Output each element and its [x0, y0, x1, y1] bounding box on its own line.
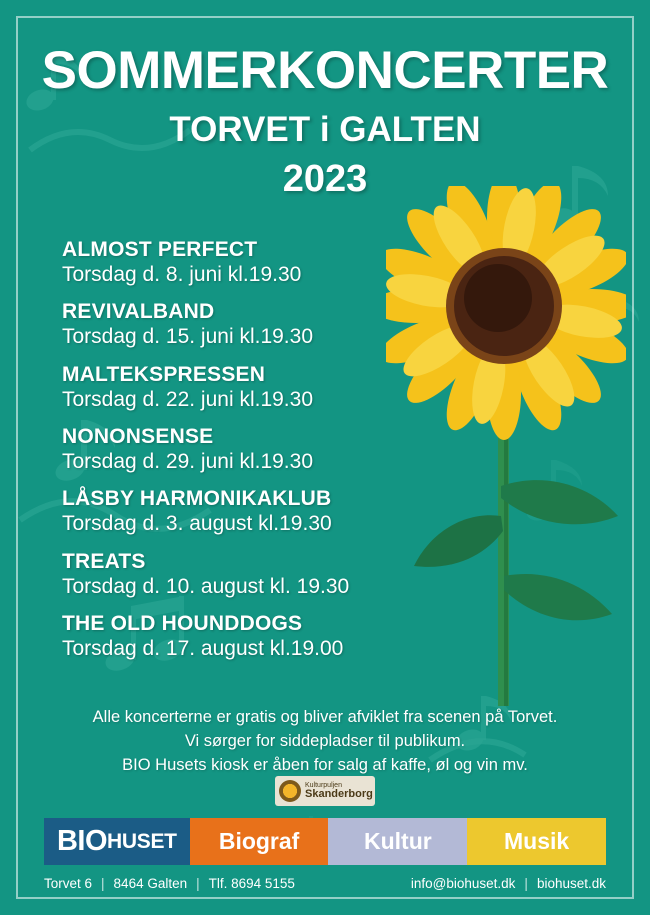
page-title: SOMMERKONCERTER	[41, 41, 609, 100]
separator-icon: |	[196, 876, 200, 891]
category-kultur[interactable]: Kultur	[328, 818, 467, 865]
contact-website[interactable]: biohuset.dk	[536, 876, 606, 891]
year-label: 2023	[282, 158, 368, 200]
concert-list	[62, 238, 462, 674]
separator-icon: |	[524, 876, 528, 891]
logo-bio-text: BIO	[56, 825, 108, 857]
page-subtitle: TORVET i GALTEN	[169, 110, 481, 149]
sponsor-text	[305, 782, 373, 801]
concert-datetime: Torsdag d. 3. august kl.19.30	[62, 512, 332, 536]
concert-band: TREATS	[62, 549, 146, 573]
concert-datetime: Torsdag d. 22. juni kl.19.30	[62, 387, 313, 411]
biohuset-logo[interactable]	[44, 818, 190, 865]
concert-datetime: Torsdag d. 8. juni kl.19.30	[62, 263, 302, 287]
contact-bar	[44, 876, 606, 891]
list-item	[62, 550, 462, 599]
info-note-line-3: BIO Husets kiosk er åben for salg af kaffe, øl og vin mv.	[122, 755, 528, 774]
sponsor-logo	[275, 776, 375, 806]
contact-address: Torvet 6	[44, 876, 93, 891]
separator-icon: |	[101, 876, 105, 891]
sponsor-line-2: Skanderborg	[305, 787, 373, 800]
list-item	[62, 487, 462, 536]
list-item	[62, 425, 462, 474]
contact-email[interactable]: info@biohuset.dk	[410, 876, 516, 891]
list-item	[62, 612, 462, 661]
contact-right	[411, 876, 606, 891]
concert-band: MALTEKSPRESSEN	[62, 362, 266, 386]
list-item	[62, 300, 462, 349]
contact-phone: Tlf. 8694 5155	[208, 876, 295, 891]
concert-datetime: Torsdag d. 17. august kl.19.00	[62, 637, 344, 661]
info-note-line-2: Vi sørger for siddepladser til publikum.	[184, 731, 466, 750]
info-note-line-1: Alle koncerterne er gratis og bliver afviklet fra scenen på Torvet.	[92, 708, 558, 726]
category-musik[interactable]: Musik	[467, 818, 606, 865]
concert-band: ALMOST PERFECT	[62, 238, 258, 261]
concert-band: LÅSBY HARMONIKAKLUB	[62, 487, 332, 511]
contact-left	[44, 876, 295, 891]
brand-bar	[44, 818, 606, 865]
logo-huset-text: HUSET	[107, 829, 177, 853]
list-item	[62, 363, 462, 412]
sunflower-logo-icon	[279, 780, 301, 802]
concert-datetime: Torsdag d. 15. juni kl.19.30	[62, 325, 313, 349]
concert-datetime: Torsdag d. 29. juni kl.19.30	[62, 450, 313, 474]
list-item	[62, 238, 462, 287]
category-biograf[interactable]: Biograf	[190, 818, 329, 865]
contact-zipcity: 8464 Galten	[113, 876, 188, 891]
concert-band: REVIVALBAND	[62, 300, 215, 324]
sponsor-line-1: Kulturpuljen	[305, 781, 342, 789]
concert-datetime: Torsdag d. 10. august kl. 19.30	[62, 574, 350, 598]
concert-band: THE OLD HOUNDDOGS	[62, 611, 303, 635]
info-note	[0, 706, 650, 778]
concert-band: NONONSENSE	[62, 424, 214, 448]
